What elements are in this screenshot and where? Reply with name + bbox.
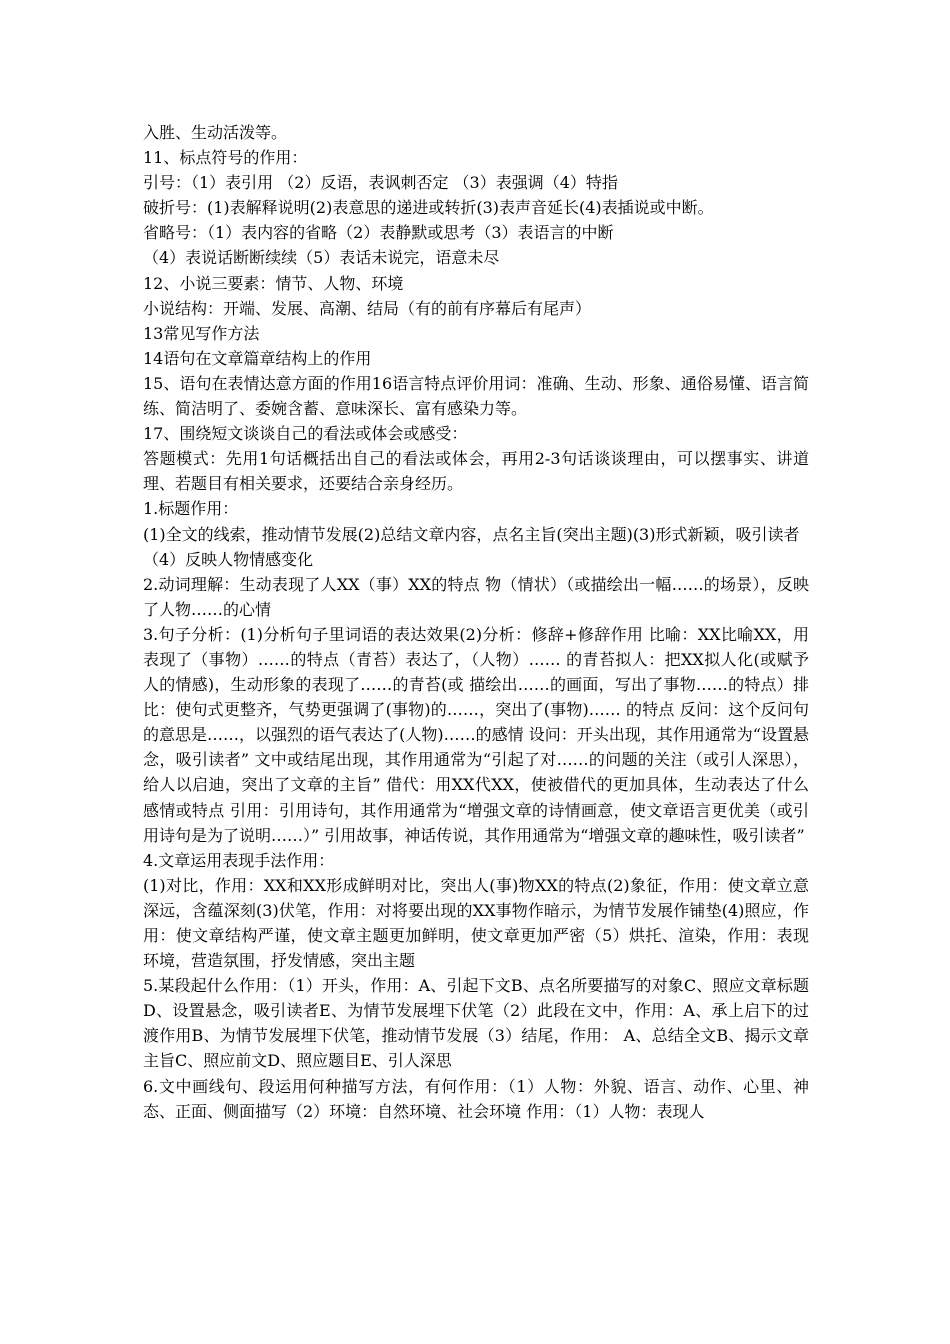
text-line: 入胜、生动活泼等。 xyxy=(143,123,288,142)
text-line: 2.动词理解：生动表现了人XX（事）XX的特点 物（情状）（或描绘出一幅……的场景），反映了人物……的心情 xyxy=(143,574,809,619)
text-line: (1)全文的线索，推动情节发展(2)总结文章内容，点名主旨(突出主题)(3)形式新颖，吸引读者 xyxy=(143,524,800,544)
text-line: 引号：（1）表引用 （2）反语，表讽刺否定 （3）表强调（4）特指 xyxy=(143,173,618,193)
text-line: 14语句在文章篇章结构上的作用 xyxy=(143,348,372,368)
text-line: 11、标点符号的作用： xyxy=(143,148,308,168)
text-line: 省略号：（1）表内容的省略（2）表静默或思考（3）表语言的中断 xyxy=(143,223,614,243)
text-line: 4.文章运用表现手法作用： xyxy=(143,850,335,870)
text-line: 15、语句在表情达意方面的作用16语言特点评价用词：准确、生动、形象、通俗易懂、语言简练、简洁明了、委婉含蓄、意味深长、富有感染力等。 xyxy=(143,373,809,419)
text-line: (1)对比，作用：XX和XX形成鲜明对比，突出人(事)物XX的特点(2)象征，作用：使文章立意深远，含蕴深刻(3)伏笔，作用：对将要出现的XX事物作暗示，为情节发展作铺垫(4)照应，作用：使文章结构严谨，使文章主题更加鲜明，使文章更加严密（5）烘托、渲染，作用：表现环境，营造氛围，抒发情感，突出主题 xyxy=(143,875,809,971)
text-line: 小说结构：开端、发展、高潮、结局（有的前有序幕后有尾声） xyxy=(143,298,592,318)
text-line: 12、小说三要素：情节、人物、环境 xyxy=(143,273,404,293)
text-line: 答题模式：先用1句话概括出自己的看法或体会，再用2-3句话谈谈理由，可以摆事实、讲道理、若题目有相关要求，还要结合亲身经历。 xyxy=(143,449,809,494)
text-line: 13常见写作方法 xyxy=(143,323,260,343)
text-line: 1.标题作用： xyxy=(143,499,239,519)
text-line: 17、围绕短文谈谈自己的看法或体会或感受： xyxy=(143,424,468,444)
text-line: 3.句子分析：(1)分析句子里词语的表达效果(2)分析：修辞+修辞作用 比喻：XX比喻XX，用 表现了（事物）……的特点（青苔）表达了，（人物）…… 的青苔拟人：把XX拟人化(或赋予人的情感)，生动形象的表现了……的青苔(或 描绘出……的画面，写出了事物……的特点）排比：使句式更整齐，气势更强调了(事物)的……，突出了(事物)…… 的特点 反问：这个反问句的意思是……，以强烈的语气表达了(人物)……的感情 设问：开头出现，其作用通常为“设置悬念，吸引读者” 文中或结尾出现，其作用通常为“引起了对……的问题的关注（或引人深思），给人以启迪，突出了文章的主旨” 借代：用XX代XX，使被借代的更加具体，生动表达了什么感情或特点 引用：引用诗句，其作用通常为“增强文章的诗情画意，使文章语言更优美（或引用诗句是为了说明……）” 引用故事，神话传说，其作用通常为“增强文章的趣味性，吸引读者” xyxy=(143,624,809,845)
text-line: （4）反映人物情感变化 xyxy=(143,549,314,569)
text-line: （4）表说话断断续续（5）表话未说完，语意未尽 xyxy=(143,248,500,268)
text-line: 6.文中画线句、段运用何种描写方法，有何作用：（1）人物：外貌、语言、动作、心里、神态、正面、侧面描写（2）环境：自然环境、社会环境 作用：（1）人物：表现人 xyxy=(143,1076,809,1121)
text-line: 5.某段起什么作用：（1）开头，作用：A、引起下文B、点名所要描写的对象C、照应文章标题D、设置悬念，吸引读者E、为情节发展埋下伏笔（2）此段在文中，作用：A、承上启下的过渡作用B、为情节发展埋下伏笔，推动情节发展（3）结尾，作用： A、总结全文B、揭示文章主旨C、照应前文D、照应题目E、引人深思 xyxy=(143,976,809,1071)
document-page xyxy=(143,120,809,1124)
text-line: 破折号：(1)表解释说明(2)表意思的递进或转折(3)表声音延长(4)表插说或中断。 xyxy=(143,198,714,218)
